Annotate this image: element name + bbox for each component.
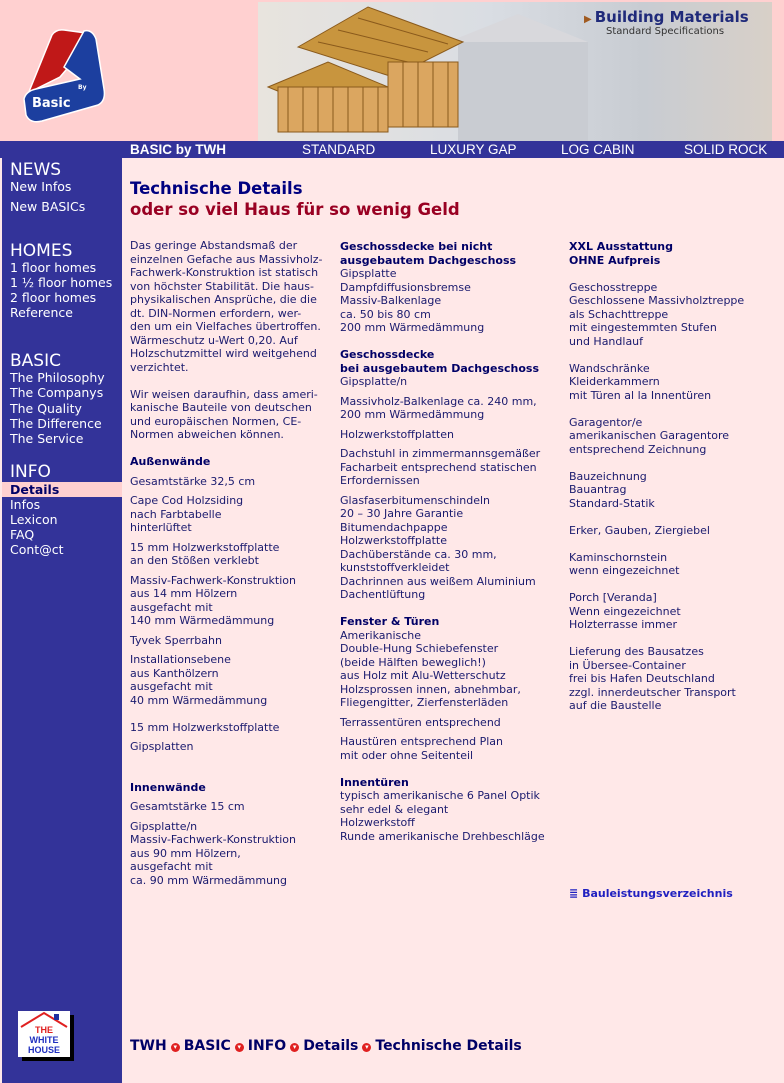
nav-standard[interactable]: STANDARD	[302, 142, 376, 157]
svg-text:By: By	[78, 84, 87, 91]
intro-line: Das geringe Abstandsmaß der	[130, 239, 298, 252]
svg-text:Basic: Basic	[32, 96, 71, 111]
breadcrumb	[130, 1038, 522, 1054]
spec-line: Dachentlüftung	[340, 588, 426, 601]
sidebar-item-new-infos[interactable]: New Infos	[10, 179, 72, 194]
nav-brand[interactable]: BASIC by TWH	[130, 142, 226, 157]
spec-line: Bauzeichnung	[569, 469, 647, 483]
spec-line: Runde amerikanische Drehbeschläge	[340, 829, 545, 843]
spec-line: Facharbeit entsprechend statischen	[340, 460, 537, 474]
spec-line: 15 mm Holzwerkstoffplatte	[130, 540, 280, 554]
spacer	[569, 267, 779, 281]
spacer	[569, 402, 779, 416]
main-content	[122, 158, 784, 1083]
spec-line: Holzsprossen innen, abnehmbar,	[340, 682, 521, 696]
spec-line: Geschosstreppe	[569, 280, 658, 294]
spec-line: 40 mm Wärmedämmung	[130, 693, 268, 707]
spec-line: Kleiderkammern	[569, 375, 660, 388]
sidebar-item-philosophy[interactable]: The Philosophy	[10, 370, 105, 385]
spec-line: als Schachttreppe	[569, 307, 669, 321]
spec-line: ausgefacht mit	[130, 680, 213, 693]
sidebar-heading-homes[interactable]: HOMES	[10, 241, 73, 261]
spec-line: Lieferung des Bausatzes	[569, 645, 704, 658]
spec-line: aus Holz mit Alu-Wetterschutz	[340, 669, 506, 682]
sidebar-item-contact[interactable]: Cont@ct	[10, 542, 64, 557]
spec-line: Gipsplatten	[130, 740, 194, 753]
sidebar-item-companys[interactable]: The Companys	[10, 385, 104, 400]
sidebar-heading-info[interactable]: INFO	[10, 462, 51, 482]
spec-line: ca. 50 bis 80 cm	[340, 307, 431, 321]
section-heading-innenwaende: Innenwände	[130, 780, 206, 794]
page-title: Technische Details	[130, 179, 303, 198]
banner-title	[584, 8, 749, 26]
spec-line: Glasfaserbitumenschindeln	[340, 493, 491, 507]
spacer	[569, 632, 779, 646]
spec-line: Dachstuhl in zimmermannsgemäßer	[340, 447, 541, 460]
spec-line: Kaminschornstein	[569, 550, 668, 564]
spec-line: hinterlüftet	[130, 521, 192, 534]
spec-line: 20 – 30 Jahre Garantie	[340, 507, 464, 520]
svg-text:HOUSE: HOUSE	[27, 1045, 61, 1055]
spec-line: Massiv-Fachwerk-Konstruktion	[130, 573, 296, 587]
section-heading-innentueren: Innentüren	[340, 775, 409, 789]
spec-line: Garagentor/e	[569, 415, 643, 429]
spacer	[569, 578, 779, 592]
spacer	[340, 335, 562, 349]
section-heading-xxl: XXL Ausstattung	[569, 240, 673, 253]
spec-line: Massivholz-Balkenlage ca. 240 mm,	[340, 394, 537, 408]
svg-text:THE: THE	[35, 1025, 53, 1035]
spec-line: Holzterrasse immer	[569, 618, 678, 631]
sidebar-item-details-label: Details	[10, 482, 60, 497]
bauleistungsverzeichnis-label: Bauleistungsverzeichnis	[582, 887, 733, 900]
column-walls	[130, 239, 330, 887]
spec-line: Massiv-Balkenlage	[340, 294, 442, 307]
nav-luxury-gap[interactable]: LUXURY GAP	[430, 142, 517, 157]
section-heading-geschossdecke-2: bei ausgebautem Dachgeschoss	[340, 361, 539, 375]
spec-line: Terrassentüren entsprechend	[340, 715, 501, 729]
section-heading-xxl: OHNE Aufpreis	[569, 253, 661, 267]
spacer	[130, 374, 330, 388]
column-ceilings-windows	[340, 240, 562, 843]
spec-line: Double-Hung Schiebefenster	[340, 642, 499, 655]
document-icon: ≣	[569, 887, 579, 900]
section-heading-geschossdecke-2: Geschossdecke	[340, 348, 435, 361]
spec-line: Bitumendachpappe	[340, 520, 448, 534]
spec-line: kunststoffverkleidet	[340, 561, 450, 574]
spec-line: Gipsplatte/n	[130, 819, 198, 833]
intro-line: den um ein Vielfaches übertroffen.	[130, 320, 321, 333]
spec-line: ausgefacht mit	[130, 860, 213, 873]
spec-line: zzgl. innerdeutscher Transport	[569, 685, 736, 699]
spec-line: Fliegengitter, Zierfensterläden	[340, 696, 509, 709]
spec-line: ausgefacht mit	[130, 600, 213, 614]
spacer	[340, 762, 562, 776]
spec-line: ca. 90 mm Wärmedämmung	[130, 873, 288, 887]
nav-log-cabin[interactable]: LOG CABIN	[561, 142, 635, 157]
arrow-icon: ▶	[584, 14, 592, 25]
spec-line: Gesamtstärke 32,5 cm	[130, 474, 256, 488]
intro-line: einzelnen Gefache aus Massivholz-	[130, 252, 323, 266]
spacer	[130, 754, 330, 768]
nav-solid-rock[interactable]: SOLID ROCK	[684, 142, 768, 157]
sidebar-item-new-basics[interactable]: New BASICs	[10, 199, 86, 214]
intro-line: Holzschutzmittel wird weitgehend	[130, 347, 317, 360]
spec-line: entsprechend Zeichnung	[569, 442, 707, 456]
header	[0, 0, 784, 141]
spec-line: frei bis Hafen Deutschland	[569, 672, 715, 685]
intro-line: Wärmeschutz u-Wert 0,20. Auf	[130, 333, 298, 347]
breadcrumb-info[interactable]: INFO	[247, 1038, 287, 1054]
sidebar-heading-basic[interactable]: BASIC	[10, 351, 61, 371]
spec-line: aus 14 mm Hölzern	[130, 587, 238, 600]
section-heading-geschossdecke-1: Geschossdecke bei nicht	[340, 240, 493, 253]
breadcrumb-separator-icon: ▾	[171, 1043, 180, 1052]
section-heading-fenster-tueren: Fenster & Türen	[340, 615, 440, 628]
spec-line: und Handlauf	[569, 334, 644, 348]
sidebar-item-details[interactable]	[2, 482, 122, 497]
breadcrumb-current: Technische Details	[375, 1038, 522, 1054]
breadcrumb-details[interactable]: Details	[303, 1038, 359, 1054]
spec-line: Gesamtstärke 15 cm	[130, 800, 245, 813]
sidebar-item-quality[interactable]: The Quality	[10, 401, 82, 416]
spec-line: in Übersee-Container	[569, 658, 686, 672]
spec-line: aus Kanthölzern	[130, 666, 219, 680]
sidebar-item-lexicon[interactable]: Lexicon	[10, 512, 58, 527]
sidebar-item-difference[interactable]: The Difference	[10, 416, 102, 431]
page-subtitle: oder so viel Haus für so wenig Geld	[130, 200, 460, 219]
the-white-house-logo[interactable]	[18, 1011, 70, 1057]
spec-line: Erker, Gauben, Ziergiebel	[569, 523, 710, 537]
spacer	[130, 767, 330, 781]
spec-line: Holzwerkstoff	[340, 816, 415, 829]
column-xxl-equipment	[569, 240, 779, 713]
banner-image	[258, 2, 772, 141]
spec-line: Installationsebene	[130, 653, 231, 666]
spec-line: Cape Cod Holzsiding	[130, 494, 244, 507]
spec-line: nach Farbtabelle	[130, 507, 222, 521]
spec-line: (beide Hälften beweglich!)	[340, 655, 486, 669]
spec-line: sehr edel & elegant	[340, 802, 449, 816]
bauleistungsverzeichnis-link[interactable]	[569, 887, 733, 900]
sidebar-item-2-floor[interactable]: 2 floor homes	[10, 290, 97, 305]
spec-line: Bauantrag	[569, 483, 627, 496]
sidebar-item-1-floor[interactable]: 1 floor homes	[10, 260, 97, 275]
spec-line: aus 90 mm Hölzern,	[130, 846, 241, 860]
spec-line: Holzwerkstoffplatte	[340, 534, 448, 547]
spec-line: Amerikanische	[340, 628, 422, 642]
spacer	[569, 456, 779, 470]
spacer	[340, 602, 562, 616]
spec-line: typisch amerikanische 6 Panel Optik	[340, 789, 540, 802]
intro-line: dt. DIN-Normen erfordern, wer-	[130, 306, 302, 320]
breadcrumb-twh[interactable]: TWH	[130, 1038, 167, 1054]
sidebar-item-faq[interactable]: FAQ	[10, 527, 35, 542]
breadcrumb-basic[interactable]: BASIC	[183, 1038, 231, 1054]
sidebar	[2, 158, 122, 1083]
spec-line: amerikanischen Garagentore	[569, 429, 730, 442]
spec-line: Dachrinnen aus weißem Aluminium	[340, 574, 536, 588]
section-heading-geschossdecke-1: ausgebautem Dachgeschoss	[340, 253, 517, 267]
spec-line: Erfordernissen	[340, 474, 420, 487]
house-roof-icon	[18, 1011, 70, 1057]
breadcrumb-separator-icon: ▾	[235, 1043, 244, 1052]
spec-line: Wandschränke	[569, 361, 650, 375]
spec-line: 200 mm Wärmedämmung	[340, 408, 485, 421]
intro-line: Normen abweichen können.	[130, 428, 284, 441]
svg-text:WHITE: WHITE	[29, 1035, 59, 1045]
spec-line: 140 mm Wärmedämmung	[130, 614, 275, 627]
spec-line: Standard-Statik	[569, 496, 655, 510]
breadcrumb-separator-icon: ▾	[290, 1043, 299, 1052]
spec-line: mit Türen al la Innentüren	[569, 388, 712, 402]
spacer	[569, 510, 779, 524]
spec-line: Gipsplatte/n	[340, 375, 408, 388]
spec-line: auf die Baustelle	[569, 699, 662, 712]
spacer	[130, 442, 330, 456]
sidebar-heading-news[interactable]: NEWS	[10, 160, 62, 180]
spec-line: mit eingestemmten Stufen	[569, 321, 717, 334]
spec-line: Gipsplatte	[340, 267, 397, 280]
banner-subtitle: Standard Specifications	[606, 26, 725, 37]
sidebar-item-1-half-floor[interactable]: 1 ½ floor homes	[10, 275, 113, 290]
sidebar-item-reference[interactable]: Reference	[10, 305, 73, 320]
house-frame-illustration	[258, 2, 588, 141]
sidebar-item-service[interactable]: The Service	[10, 431, 84, 446]
spec-line: 200 mm Wärmedämmung	[340, 321, 485, 334]
banner-edge	[772, 0, 784, 141]
spec-line: Massiv-Fachwerk-Konstruktion	[130, 833, 296, 846]
spacer	[130, 707, 330, 721]
spec-line: wenn eingezeichnet	[569, 564, 680, 577]
intro-line: physikalischen Ansprüche, die die	[130, 293, 317, 306]
spacer	[569, 348, 779, 362]
spec-line: Holzwerkstoffplatten	[340, 427, 454, 441]
spacer	[569, 537, 779, 551]
spec-line: an den Stößen verklebt	[130, 554, 259, 567]
banner-title-text: Building Materials	[594, 8, 749, 26]
spec-line: Geschlossene Massivholztreppe	[569, 294, 745, 307]
spec-line: mit oder ohne Seitenteil	[340, 748, 474, 762]
intro-line: verzichtet.	[130, 360, 189, 374]
spec-line: Wenn eingezeichnet	[569, 604, 681, 618]
intro-line: und europäischen Normen, CE-	[130, 414, 302, 428]
breadcrumb-separator-icon: ▾	[362, 1043, 371, 1052]
spec-line: Dampfdiffusionsbremse	[340, 280, 471, 294]
intro-line: von höchster Stabilität. Die haus-	[130, 279, 314, 293]
spec-line: Haustüren entsprechend Plan	[340, 735, 503, 748]
spec-line: Porch [Veranda]	[569, 591, 657, 604]
spec-line: 15 mm Holzwerkstoffplatte	[130, 720, 280, 734]
spec-line: Dachüberstände ca. 30 mm,	[340, 547, 497, 561]
basic-logo[interactable]	[22, 27, 106, 123]
section-heading-aussenwaende: Außenwände	[130, 455, 211, 468]
top-nav	[0, 141, 784, 158]
intro-line: kanische Bauteile von deutschen	[130, 401, 312, 414]
intro-line: Wir weisen daraufhin, dass ameri-	[130, 387, 318, 401]
sidebar-item-infos[interactable]: Infos	[10, 497, 41, 512]
intro-line: Fachwerk-Konstruktion ist statisch	[130, 266, 319, 279]
spec-line: Tyvek Sperrbahn	[130, 633, 222, 647]
